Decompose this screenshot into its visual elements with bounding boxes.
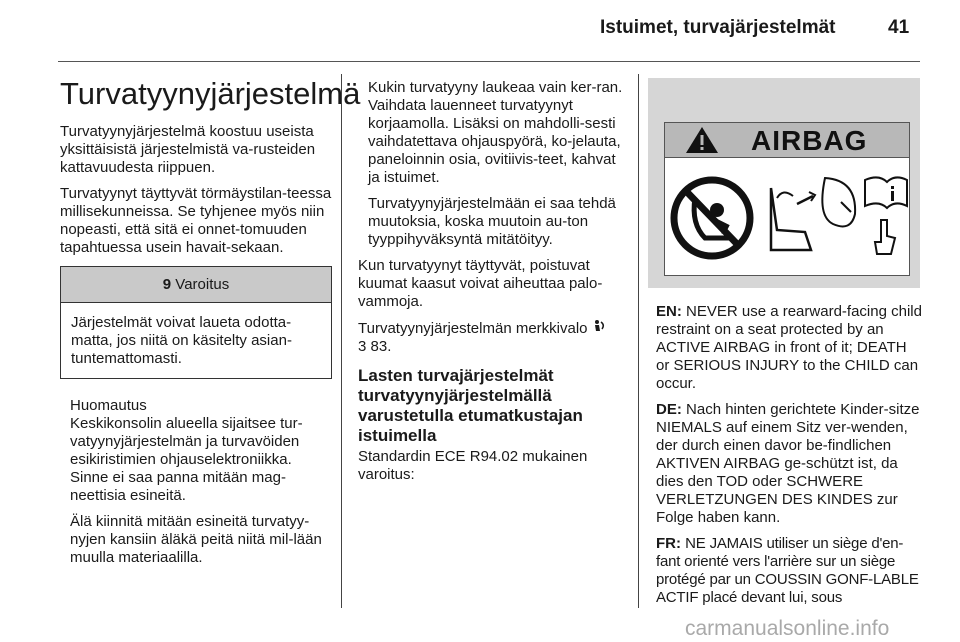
note-text-2: Älä kiinnitä mitään esineitä turvatyy-nyjen kansiin äläkä peitä niitä mil-lään muulla materiaalilla. xyxy=(70,513,322,566)
airbag-light-icon xyxy=(592,320,606,337)
column-3-text xyxy=(656,303,922,615)
column-divider-2 xyxy=(638,74,639,608)
inflation-paragraph: Turvatyynyt täyttyvät törmäystilan-teessa millisekunneissa. Se tyhjenee myös niin nopeasti, että sitä ei onnet-tomuuden tapahtuessa usein havait-sekaan. xyxy=(60,185,332,256)
warning-title: Varoitus xyxy=(175,276,230,293)
fr-label: FR: xyxy=(656,535,681,552)
warning-light-paragraph xyxy=(358,319,630,356)
airbag-label-text: AIRBAG xyxy=(751,125,868,156)
fr-warning xyxy=(656,535,922,607)
column-1 xyxy=(60,123,332,575)
warning-box xyxy=(60,266,332,379)
en-text: NEVER use a rearward-facing child restraint on a seat protected by an ACTIVE AIRBAG in front of it; DEATH or SERIOUS INJURY to the CHILD can occur. xyxy=(656,303,922,392)
running-header-title: Istuimet, turvajärjestelmät xyxy=(600,17,836,38)
no-modification-paragraph: Turvatyynyjärjestelmään ei saa tehdä muutoksia, koska muutoin au-ton tyyppihyväksyntä mitätöityy. xyxy=(368,195,616,248)
intro-paragraph: Turvatyynyjärjestelmä koostuu useista yksittäisistä järjestelmistä va-rusteiden kattavuudesta riippuen. xyxy=(60,123,316,176)
warning-text: Järjestelmät voivat laueta odotta-matta, jos niitä on käsitelty asian-tuntemattomasti. xyxy=(71,314,292,367)
read-manual-icon xyxy=(865,177,907,254)
fr-text: NE JAMAIS utiliser un siège d'en-fant orienté vers l'arrière sur un siège protégé par un COUSSIN GONF-LABLE ACTIF placé devant lui, sous xyxy=(656,535,919,606)
header-rule xyxy=(58,61,920,62)
airbag-label-header xyxy=(665,123,909,158)
note-text-1: Keskikonsolin alueella sijaitsee tur-vatyynyjärjestelmän ja turvavöiden esikiristimien ohjauselektroniikka. Sinne ei saa panna mitään mag-neettisia esineitä. xyxy=(70,415,303,504)
column-divider-1 xyxy=(341,74,342,608)
page-number: 41 xyxy=(888,17,910,38)
page-reference[interactable]: 3 83. xyxy=(358,338,392,355)
ece-paragraph: Standardin ECE R94.02 mukainen varoitus: xyxy=(358,448,588,483)
column-2 xyxy=(358,79,630,492)
no-rear-facing-seat-icon xyxy=(674,180,750,256)
child-restraint-subheading: Lasten turvajärjestelmät turvatyynyjärjestelmällä varustetulla etumatkustajan istuimella xyxy=(358,366,583,445)
note-title: Huomautus xyxy=(70,397,147,414)
seat-airbag-icon xyxy=(771,178,855,250)
de-text: Nach hinten gerichtete Kinder-sitze NIEMALS auf einem Sitz ver-wenden, der durch einen davor be-findlichen AKTIVEN AIRBAG ge-schützt ist, da dies den TOD oder SCHWERE VERLETZUNGEN DES KINDES zur Folge haben kann. xyxy=(656,401,920,526)
hot-gas-paragraph: Kun turvatyynyt täyttyvät, poistuvat kuumat kaasut voivat aiheuttaa palo-vammoja. xyxy=(358,257,603,310)
en-warning xyxy=(656,303,922,393)
indented-block xyxy=(358,79,630,249)
section-title: Turvatyynyjärjestelmä xyxy=(60,76,361,111)
warning-light-text: Turvatyynyjärjestelmän merkkivalo xyxy=(358,320,588,337)
warning-triangle-icon xyxy=(685,126,719,154)
airbag-warning-label xyxy=(664,122,910,276)
deploy-once-paragraph: Kukin turvatyyny laukeaa vain ker-ran. Vaihdata lauenneet turvatyynyt korjaamolla. Lisäksi on mahdolli-sesti vaihdatettava ohjauspyörä, ko-jelauta, paneloinnin osia, ovitiivis-teet, kahvat ja istuimet. xyxy=(368,79,623,186)
de-label: DE: xyxy=(656,401,682,418)
warning-icon: 9 xyxy=(162,276,172,293)
note-block xyxy=(60,397,332,567)
de-warning xyxy=(656,401,922,527)
warning-header xyxy=(61,267,331,303)
watermark: carmanualsonline.info xyxy=(685,617,890,640)
en-label: EN: xyxy=(656,303,682,320)
